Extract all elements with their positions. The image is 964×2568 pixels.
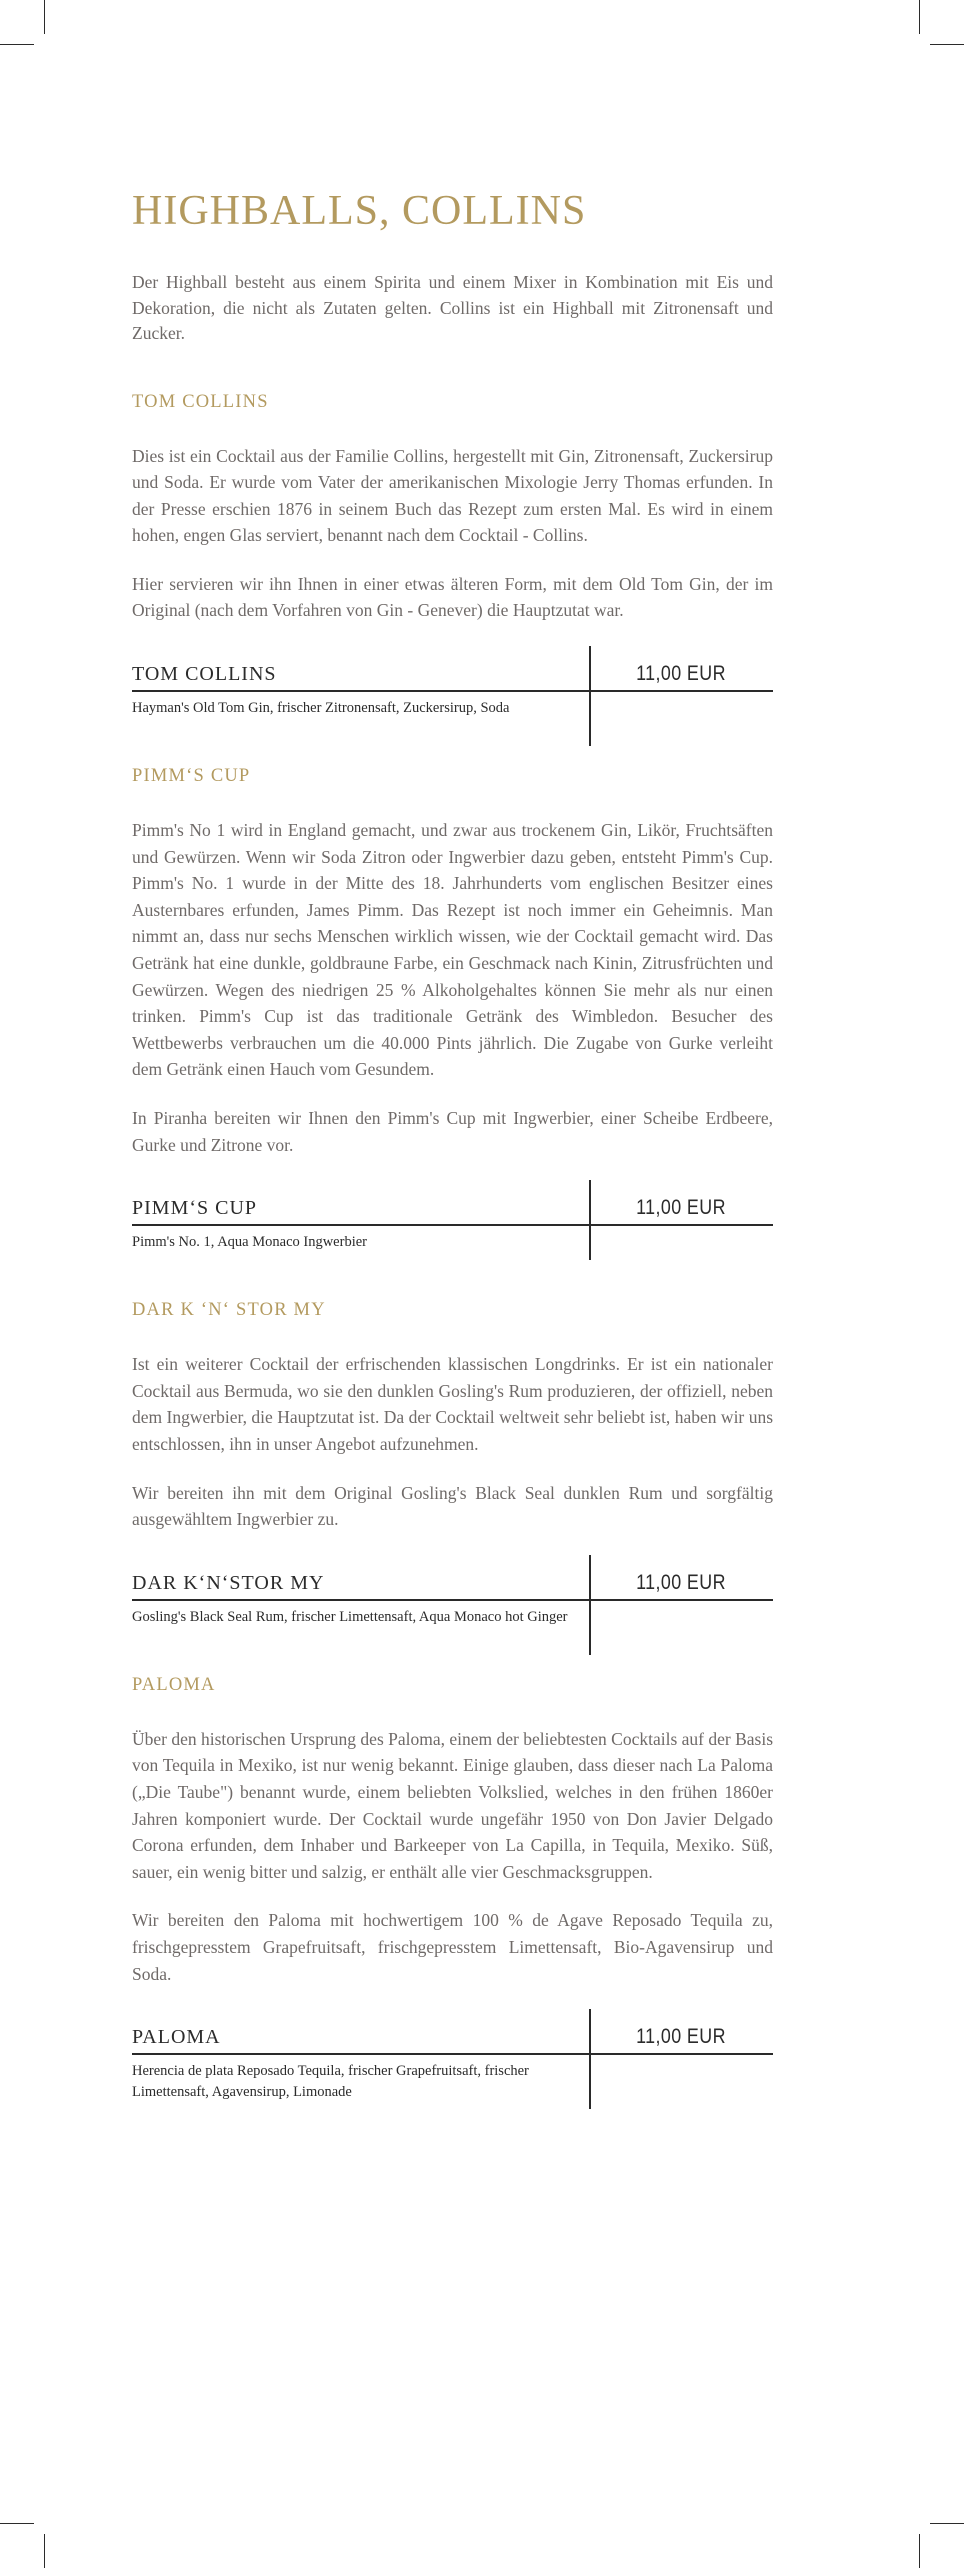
page-title: HIGHBALLS, COLLINS [132, 188, 587, 234]
section-heading: DAR K ‘N‘ STOR MY [132, 1300, 326, 1321]
intro-paragraph: Der Highball besteht aus einem Spirita und einem Mixer in Kombination mit Eis und Dekoration, die nicht als Zutaten gelten. Collins ist ein Highball mit Zitronensaft und Zucker. [132, 272, 773, 343]
price-divider [589, 2009, 591, 2109]
menu-item-paloma [132, 2009, 773, 2105]
crop-mark-top-left-horizontal [0, 44, 34, 45]
menu-item-tom-collins [132, 646, 773, 721]
section-paragraph: Pimm's No 1 wird in England gemacht, und zwar aus trockenem Gin, Likör, Fruchtsäften und Gewürzen. Wenn wir Soda Zitron oder Ingwerbier dazu geben, entsteht Pimm's Cup. Pimm's No. 1 wurde in der Mitte des 18. Jahrhunderts vom englischen Besitzer eines Austernbares erfunden, James Pimm. Das Rezept ist noch immer ein Geheimnis. Man nimmt an, dass nur sechs Menschen wirklich wissen, wie der Cocktail gemacht wird. Das Getränk hat eine dunkle, goldbraune Farbe, ein Geschmack nach Kinin, Zitrusfrüchten und Gewürzen. Wegen des niedrigen 25 % Alkoholgehaltes können Sie mehr als nur einen trinken. Pimm's Cup ist das traditionale Getränk des Wimbledon. Besucher des Wettbewerbs verbrauchen um die 40.000 Pints jährlich. Die Zugabe von Gurke verleiht dem Getränk einen Hauch vom Gesundem. [132, 820, 773, 1080]
item-name: TOM COLLINS [132, 663, 277, 686]
item-ingredients: Hayman's Old Tom Gin, frischer Zitronensaft, Zuckersirup, Soda [132, 700, 510, 717]
menu-item-pimms-cup [132, 1180, 773, 1255]
section-paragraph: In Piranha bereiten wir Ihnen den Pimm's Cup mit Ingwerbier, einer Scheibe Erdbeere, Gurke und Zitrone vor. [132, 1108, 773, 1155]
price-divider [589, 646, 591, 746]
item-ingredients: Pimm's No. 1, Aqua Monaco Ingwerbier [132, 1234, 367, 1251]
item-price: 11,00 EUR [636, 662, 726, 686]
section-paloma [132, 1674, 773, 2105]
section-tom-collins [132, 391, 773, 722]
menu-page [132, 186, 773, 2149]
crop-mark-top-right-horizontal [930, 44, 964, 45]
section-paragraph: Ist ein weiterer Cocktail der erfrischenden klassischen Longdrinks. Er ist ein nationaler Cocktail aus Bermuda, wo sie den dunklen Gosling's Rum produzieren, der offiziell, neben dem Ingwerbier, die Hauptzutat ist. Da der Cocktail weltweit sehr beliebt ist, haben wir uns entschlossen, ihn in unser Angebot aufzunehmen. [132, 1354, 773, 1454]
section-heading: PIMM‘S CUP [132, 766, 251, 787]
section-paragraph: Dies ist ein Cocktail aus der Familie Collins, hergestellt mit Gin, Zitronensaft, Zuckersirup und Soda. Er wurde vom Vater der amerikanischen Mixologie Jerry Thomas erfunden. In der Presse erschien 1876 in seinem Buch das Rezept zum ersten Mal. Es wird in einem hohen, engen Glas serviert, benannt nach dem Cocktail - Collins. [132, 445, 773, 546]
item-ingredients: Gosling's Black Seal Rum, frischer Limettensaft, Aqua Monaco hot Ginger [132, 1608, 568, 1625]
crop-mark-bottom-right-vertical [919, 2534, 920, 2568]
crop-mark-bottom-right-horizontal [930, 2523, 964, 2524]
item-price: 11,00 EUR [636, 1570, 726, 1594]
item-name: PIMM‘S CUP [132, 1197, 258, 1220]
section-heading: PALOMA [132, 1674, 216, 1695]
menu-item-dark-n-stormy [132, 1555, 773, 1630]
crop-mark-bottom-left-vertical [44, 2534, 45, 2568]
crop-mark-top-left-vertical [44, 0, 45, 34]
price-divider [589, 1180, 591, 1260]
item-ingredients: Herencia de plata Reposado Tequila, frischer Grapefruitsaft, frischer Limettensaft, Agavensirup, Limonade [132, 2063, 529, 2101]
section-heading: TOM COLLINS [132, 391, 269, 412]
item-price: 11,00 EUR [636, 2025, 726, 2049]
item-name: PALOMA [132, 2026, 221, 2049]
section-paragraph: Wir bereiten ihn mit dem Original Gosling's Black Seal dunklen Rum und sorgfältig ausgewähltem Ingwerbier zu. [132, 1482, 773, 1530]
section-pimms-cup [132, 765, 773, 1255]
crop-mark-bottom-left-horizontal [0, 2523, 34, 2524]
section-paragraph: Hier servieren wir ihn Ihnen in einer etwas älteren Form, mit dem Old Tom Gin, der im Original (nach dem Vorfahren von Gin - Genever) die Hauptzutat war. [132, 573, 773, 621]
crop-mark-top-right-vertical [919, 0, 920, 34]
item-price: 11,00 EUR [636, 1196, 726, 1220]
section-paragraph: Wir bereiten den Paloma mit hochwertigem 100 % de Agave Reposado Tequila zu, frischgepresstem Grapefruitsaft, frischgepresstem Limettensaft, Bio-Agavensirup und Soda. [132, 1910, 773, 1984]
section-dark-n-stormy [132, 1299, 773, 1630]
item-name: DAR K‘N‘STOR MY [132, 1571, 325, 1594]
price-divider [589, 1555, 591, 1655]
section-paragraph: Über den historischen Ursprung des Paloma, einem der beliebtesten Cocktails auf der Basis von Tequila in Mexiko, ist nur wenig bekannt. Einige glauben, dass dieser nach La Paloma („Die Taube") benannt wurde, einem beliebten Volkslied, welches in den frühen 1860er Jahren komponiert wurde. Der Cocktail wurde ungefähr 1950 von Don Javier Delgado Corona erfunden, dem Inhaber und Barkeeper von La Capilla, in Tequila, Mexiko. Süß, sauer, ein wenig bitter und salzig, er enthält alle vier Geschmacksgruppen. [132, 1728, 774, 1882]
